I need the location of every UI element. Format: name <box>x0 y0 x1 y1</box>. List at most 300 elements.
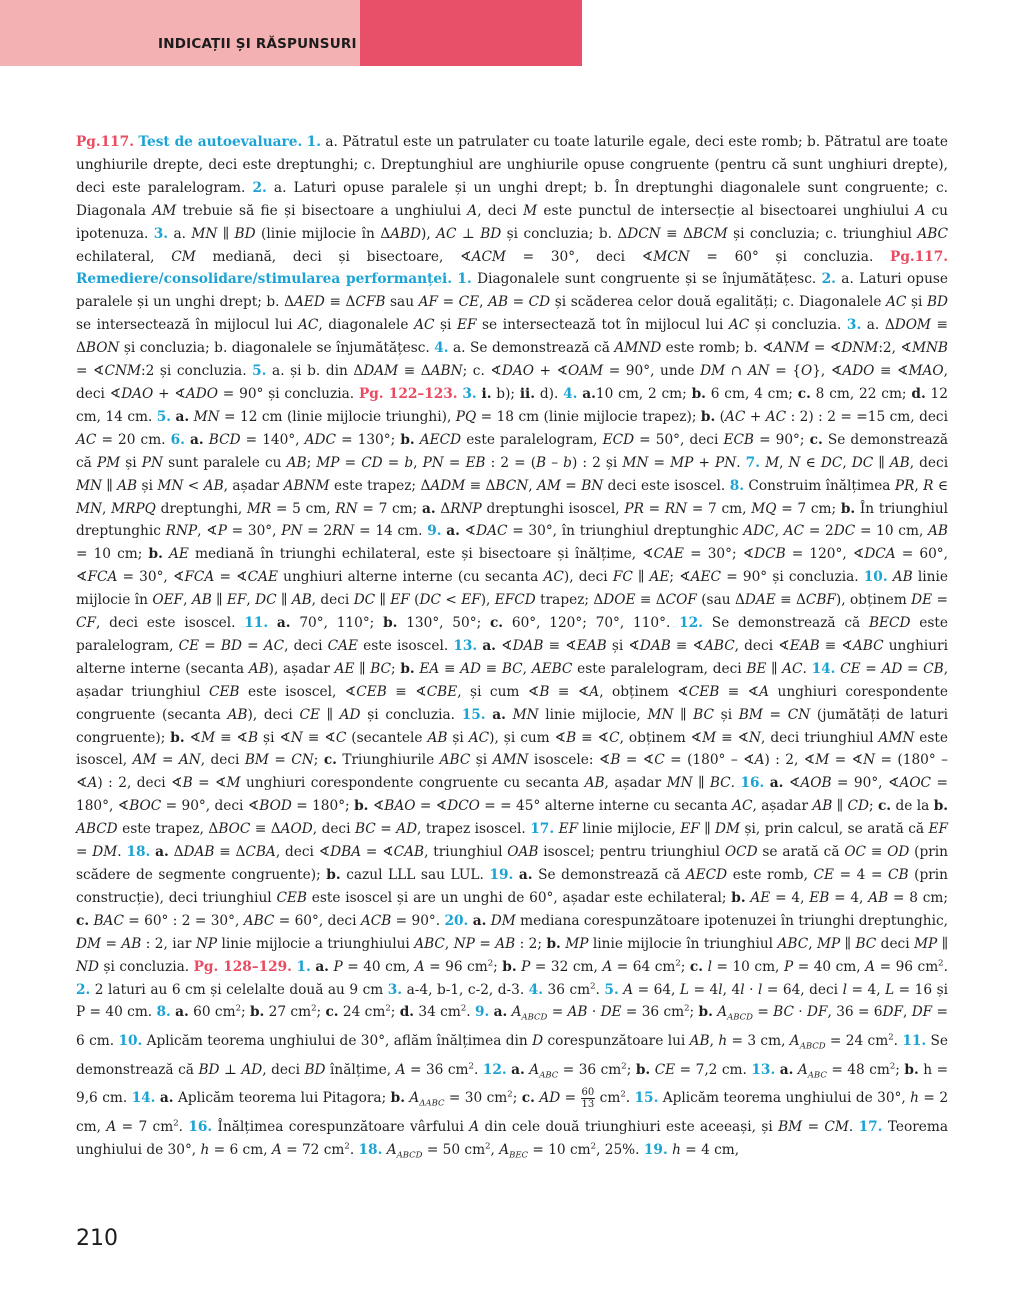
text-run: = <box>268 752 292 769</box>
math-variable: A <box>717 1004 728 1021</box>
text-run: ∥ <box>102 477 118 494</box>
exercise-number: 4. <box>434 340 449 357</box>
math-variable: PN <box>715 454 737 471</box>
math-variable: ABCD <box>76 821 118 838</box>
math-variable: AC <box>76 431 97 448</box>
text-run: Se demonstrează că <box>76 431 949 471</box>
math-variable: EAB <box>576 637 607 654</box>
text-run: = 90°, ∢ <box>831 775 900 792</box>
text-run: ( <box>409 592 420 609</box>
math-variable: OCD <box>724 844 758 861</box>
text-run: corespunzătoare lui <box>543 1033 690 1050</box>
math-variable: M <box>765 454 780 471</box>
text-run: = <box>339 454 362 471</box>
math-variable: MN <box>157 477 184 494</box>
text-run: și concluzia; b. diagonalele se înjumătățesc. <box>119 340 435 357</box>
math-variable: EF <box>558 821 579 838</box>
text-run: = (180° – ∢ <box>76 752 949 792</box>
text-run: ≡ ∢ <box>543 637 577 654</box>
math-variable: AB <box>812 798 833 815</box>
text-run: ∥ <box>375 592 391 609</box>
header-band-left <box>0 0 360 66</box>
exercise-number: 18. <box>126 844 151 861</box>
text-run: linie mijlocie, <box>578 821 681 838</box>
text-run: , deci triunghiul <box>761 729 879 746</box>
text-run: + <box>693 454 716 471</box>
math-variable: AB <box>495 935 516 952</box>
text-run: = 4, <box>770 889 810 906</box>
math-variable: BD <box>304 1061 326 1078</box>
math-variable: DC <box>851 454 874 471</box>
math-variable: AC <box>728 317 750 334</box>
math-variable: CM <box>171 248 196 265</box>
text-run: = <box>560 1090 581 1107</box>
math-variable: M <box>201 729 216 746</box>
math-variable: BCN <box>495 477 529 494</box>
text-run: ≡ ∢ <box>874 363 909 380</box>
text-run: echilateral, <box>76 248 172 265</box>
text-run: :2 și concluzia. <box>141 363 253 380</box>
math-variable: DM <box>715 821 741 838</box>
text-run: = 40 cm, <box>793 958 866 975</box>
text-run: isoscele: ∢ <box>528 752 611 769</box>
math-variable: A <box>511 1004 522 1021</box>
math-variable: CEB <box>276 889 307 906</box>
math-variable: BC <box>370 660 391 677</box>
exercise-number: 3. <box>846 317 862 334</box>
superscript: 2 <box>173 1118 179 1129</box>
math-variable: A <box>467 202 478 219</box>
text-run: Construim înălțimea <box>744 477 895 494</box>
text-run: se arată că <box>757 844 845 861</box>
text-run: ∢ <box>459 523 477 540</box>
exercise-number: 11. <box>902 1033 927 1050</box>
math-variable: AM <box>152 202 177 219</box>
text-run: ≡ ∢ <box>302 729 336 746</box>
text-run: ; <box>689 1004 699 1021</box>
text-run: ≡ ∢ <box>670 637 704 654</box>
text-run: a-4, b-1, c-2, d-3. <box>402 981 529 998</box>
text-run: = 6 cm. <box>76 1004 948 1050</box>
math-variable: FCA <box>184 569 215 586</box>
exercise-number: 11. <box>244 615 269 632</box>
subpoint-label: c. <box>809 431 823 448</box>
exercise-number: 13. <box>751 1061 776 1078</box>
math-variable: CBF <box>805 592 836 609</box>
text-run: . <box>117 844 127 861</box>
exercise-number: 1. <box>457 271 472 288</box>
math-variable: BM <box>244 752 269 769</box>
math-variable: AD <box>881 660 903 677</box>
math-variable: B <box>539 683 550 700</box>
text-run: = 96 cm <box>875 958 939 975</box>
text-run: ≡ ∢ <box>716 729 750 746</box>
text-run: = 32 cm, <box>530 958 603 975</box>
text-run: = 18 cm (linie mijlocie trapez); <box>476 408 701 425</box>
math-variable: h <box>910 1090 919 1107</box>
math-variable: DF <box>807 1004 828 1021</box>
math-variable: NP <box>453 935 475 952</box>
text-run: Se demonstrează că <box>702 615 869 632</box>
exercise-number: 19. <box>643 1141 668 1158</box>
math-variable: DCN <box>627 225 661 242</box>
math-variable: AOD <box>280 821 313 838</box>
text-run: ; <box>512 1090 522 1107</box>
text-run: = 36 cm <box>621 1004 685 1021</box>
text-run: ∥ <box>354 660 371 677</box>
math-variable: DNM <box>841 340 879 357</box>
text-run: , deci este isoscel. <box>95 615 245 632</box>
math-variable: EFCD <box>494 592 536 609</box>
superscript: 2 <box>938 958 944 969</box>
exercise-number: 6. <box>170 431 185 448</box>
math-variable: BD <box>234 225 256 242</box>
text-run: dreptunghi, <box>155 500 247 517</box>
text-run: ≡ ∢ <box>819 637 853 654</box>
text-run: = 36 cm <box>558 1061 622 1078</box>
text-run: unghiuri corespondente congruente cu secanta <box>240 775 585 792</box>
text-run: = 64, deci <box>762 981 843 998</box>
text-run: , deci <box>311 592 354 609</box>
text-run: = 50 cm <box>422 1141 486 1158</box>
text-run: . <box>466 1004 475 1021</box>
math-variable: AD <box>241 1061 263 1078</box>
math-variable: ND <box>76 958 99 975</box>
text-run: 60 cm <box>188 1004 236 1021</box>
text-run: = <box>156 752 179 769</box>
math-variable: DAE <box>744 592 776 609</box>
math-variable: CD <box>361 454 383 471</box>
exercise-number: 10. <box>863 569 888 586</box>
subpoint-label: c. <box>689 958 704 975</box>
text-run: ( <box>715 408 726 425</box>
text-run: . <box>349 1141 359 1158</box>
math-variable: A <box>529 1061 540 1078</box>
text-run: ), <box>421 225 437 242</box>
text-run: = 90°, unde <box>603 363 701 380</box>
math-variable: BM <box>738 706 763 723</box>
math-variable: ABD <box>390 225 422 242</box>
math-variable: b <box>404 454 414 471</box>
subpoint-label: b. <box>840 500 856 517</box>
subpoint-label: c. <box>797 385 811 402</box>
superscript: 2 <box>487 958 494 969</box>
text-run: ∩ <box>725 363 748 380</box>
text-run: = 120°, ∢ <box>785 546 865 563</box>
text-run: }, ∢ <box>812 363 843 380</box>
math-variable: A <box>395 1061 406 1078</box>
superscript: 2 <box>621 1061 627 1072</box>
math-variable: BOD <box>259 798 292 815</box>
text-run: = 60° și concluzia. <box>689 248 891 265</box>
subpoint-label: a. <box>315 958 329 975</box>
text-run: ∥ <box>699 821 716 838</box>
math-variable: BOC <box>218 821 251 838</box>
math-variable: CE <box>458 294 480 311</box>
math-variable: AE <box>649 569 670 586</box>
text-run: = 12 cm (linie mijlocie triunghi), <box>219 408 456 425</box>
text-run: 36 cm <box>543 981 591 998</box>
math-variable: AD <box>460 660 481 677</box>
text-run: = <box>547 1004 568 1021</box>
text-run: ; <box>680 958 690 975</box>
exercise-number: 19. <box>489 867 514 883</box>
math-variable: AE <box>750 889 771 906</box>
text-run: ∥ <box>319 706 340 723</box>
fraction: $\frac{60}{13}$ <box>581 1087 595 1111</box>
text-run: Se demonstrează că <box>76 1033 949 1078</box>
text-run: ; <box>240 1004 250 1021</box>
math-variable: RNP <box>450 500 482 517</box>
math-variable: DC <box>820 454 843 471</box>
subpoint-label: b. <box>170 729 185 746</box>
text-run: și <box>906 294 927 311</box>
text-run: ≡ ∢ <box>549 683 590 700</box>
text-run: . <box>893 1033 903 1050</box>
text-run: = <box>560 477 582 494</box>
text-run: . <box>595 981 605 998</box>
math-variable: CM <box>824 1119 849 1135</box>
subpoint-label: a. <box>175 1004 189 1021</box>
text-run: și concluzia; b. Δ <box>501 225 628 242</box>
math-variable: CAB <box>393 844 425 861</box>
superscript: 2 <box>888 1032 894 1043</box>
superscript: 2 <box>235 1003 241 1014</box>
text-run: 70°, 110°; <box>290 615 384 632</box>
text-run: = = 45° alterne interne cu secanta <box>479 798 733 815</box>
text-run: < <box>183 477 204 494</box>
text-run: cm <box>595 1090 621 1107</box>
text-run: . <box>943 958 948 975</box>
text-run: < <box>440 592 462 609</box>
text-run: ∢ <box>783 775 801 792</box>
math-variable: AOC <box>899 775 932 792</box>
text-run: mediană în triunghi echilateral, este și bisectoare și înălțime, ∢ <box>188 546 654 563</box>
text-run: 24 cm <box>338 1004 386 1021</box>
subpoint-label: b. <box>700 408 716 425</box>
exercise-number: 2. <box>252 179 267 196</box>
subpoint-label: b. <box>635 1061 651 1078</box>
math-variable: ABC <box>917 225 948 242</box>
math-variable: AED <box>294 294 325 311</box>
text-run: și <box>470 752 493 769</box>
math-variable: AD <box>339 706 361 723</box>
math-variable: AMN <box>492 752 529 769</box>
subscript: ΔABC <box>419 1099 445 1110</box>
text-run: = 30°, ∢ <box>117 569 185 586</box>
text-run: a. și b. din Δ <box>266 363 364 380</box>
text-run: ; <box>316 1004 326 1021</box>
math-variable: A <box>499 1141 510 1158</box>
text-run: și concluzia. <box>98 958 194 975</box>
math-variable: AB <box>488 294 509 311</box>
text-run: · <box>744 981 758 998</box>
text-run: 8 cm, 22 cm; <box>810 385 912 402</box>
exercise-number: 2. <box>76 981 91 998</box>
text-run: . <box>473 1061 483 1078</box>
math-variable: BAC <box>93 912 124 929</box>
text-run: = 7 cm, <box>687 500 752 517</box>
exercise-number: 9. <box>474 1004 490 1021</box>
math-variable: A <box>865 958 876 975</box>
math-variable: l <box>707 958 712 975</box>
text-run: , deci <box>200 752 245 769</box>
math-variable: A <box>602 958 613 975</box>
text-run: = <box>438 294 459 311</box>
text-run: = 30°, deci ∢ <box>505 248 654 265</box>
math-variable: AC <box>543 569 564 586</box>
text-run: ∢ <box>495 637 513 654</box>
text-run: , <box>902 1004 912 1021</box>
subpoint-label: b. <box>148 546 163 563</box>
text-run: = 30°, în triunghiul dreptunghic <box>507 523 744 540</box>
math-variable: OAM <box>568 363 604 380</box>
math-variable: A <box>469 1119 480 1135</box>
text-run: ; c. ∢ <box>462 363 502 380</box>
text-run: (prin scădere de segmente congruente); <box>76 844 948 883</box>
superscript: 2 <box>460 1003 467 1014</box>
text-run: ) : 2 și <box>571 454 623 471</box>
text-run: = <box>860 660 882 677</box>
math-variable: AB <box>191 592 212 609</box>
text-run: = 64 cm <box>612 958 676 975</box>
subscript: ABCD <box>799 1041 826 1052</box>
text-run: · <box>793 1004 808 1021</box>
superscript: 2 <box>507 1089 513 1100</box>
subpoint-label: b. <box>698 1004 713 1021</box>
text-run: . <box>736 454 746 471</box>
text-run: = 10 cm; <box>76 546 149 563</box>
subpoint-label: a. <box>175 408 190 425</box>
subpoint-label: a. <box>159 1090 174 1107</box>
text-run: , 25%. <box>596 1141 644 1158</box>
text-run: și ∢ <box>258 729 291 746</box>
subpoint-label: a. <box>446 523 460 540</box>
math-variable: CBE <box>426 683 458 700</box>
text-run: . <box>625 1090 635 1107</box>
superscript: 2 <box>620 1089 626 1100</box>
math-variable: BD <box>480 225 502 242</box>
math-variable: ANM <box>773 340 810 357</box>
text-run: ≡ Δ <box>250 821 281 838</box>
text-run: 2 laturi au 6 cm și celelalte două au 9 cm <box>90 981 388 998</box>
section-title: Remediere/consolidare/stimularea performanței. <box>76 271 453 288</box>
math-variable: BM <box>778 1119 803 1135</box>
math-variable: M <box>226 775 241 792</box>
math-variable: C <box>654 752 665 769</box>
text-run: . <box>802 660 812 677</box>
math-variable: BCD <box>208 431 241 448</box>
text-run: ∈ <box>800 454 821 471</box>
text-run: = <box>648 454 671 471</box>
subscript: ABC <box>807 1070 827 1081</box>
math-variable: AD <box>396 821 418 838</box>
text-run: (sau Δ <box>696 592 745 609</box>
exercise-number: 3. <box>462 385 477 402</box>
text-run: cu ipotenuza. <box>76 202 948 242</box>
text-run: + ∢ <box>533 363 569 380</box>
text-run <box>268 615 277 631</box>
text-run: , <box>522 660 532 677</box>
exercise-number: 17. <box>530 821 555 838</box>
superscript: 2 <box>684 1003 690 1014</box>
math-variable: MN <box>647 706 674 723</box>
math-variable: DAO <box>121 385 154 402</box>
superscript: 2 <box>344 1141 350 1152</box>
subpoint-label: b. <box>546 935 561 952</box>
exercise-number: 5. <box>252 363 267 380</box>
math-variable: ADO <box>185 385 218 402</box>
text-run: ≡ ∢ <box>576 729 610 746</box>
text-run: ≡ <box>866 844 888 861</box>
exercise-number: 2. <box>821 271 836 288</box>
text-run: = ∢ <box>809 340 842 357</box>
text-run: , <box>413 454 423 471</box>
text-run: = 50°, deci <box>634 431 724 448</box>
text-run: : 2, iar <box>141 935 196 952</box>
math-variable: B <box>610 752 621 769</box>
math-variable: P <box>217 523 227 540</box>
math-variable: CBA <box>245 844 276 861</box>
subpoint-label: b. <box>383 615 398 632</box>
math-variable: CE <box>813 867 834 883</box>
text-run: înălțime, <box>325 1061 396 1078</box>
subpoint-label: b. <box>354 798 369 815</box>
math-variable: h <box>718 1033 728 1050</box>
text-run: , deci ∢ <box>76 363 949 402</box>
text-run: = 7 cm <box>116 1119 174 1135</box>
text-run: și concluzia. <box>360 706 462 723</box>
math-variable: DAO <box>501 363 534 380</box>
subpoint-label: d. <box>399 1004 415 1021</box>
math-variable: ACB <box>360 912 392 929</box>
math-variable: AE <box>334 660 355 677</box>
text-run: și, prin calcul, se arată că <box>740 821 929 838</box>
text-run: ) : 2, deci ∢ <box>97 775 183 792</box>
text-run: (secantele <box>346 729 428 746</box>
subscript: ABCD <box>396 1150 423 1161</box>
exercise-number: 16. <box>188 1119 213 1135</box>
math-variable: BCM <box>692 225 728 242</box>
text-run: = <box>382 454 405 471</box>
subpoint-label: b. <box>390 1090 405 1107</box>
text-run: , deci ∢ <box>734 637 790 654</box>
text-run: În triunghiul dreptunghic <box>76 500 949 540</box>
math-variable: C <box>609 729 620 746</box>
exercise-number: 14. <box>811 660 836 677</box>
text-run: = 90°. <box>391 912 445 929</box>
math-variable: RN <box>335 500 358 517</box>
math-variable: AN <box>178 752 201 769</box>
math-variable: BC <box>709 775 731 792</box>
math-variable: BD <box>220 637 242 654</box>
math-variable: PN <box>281 523 303 540</box>
math-variable: l <box>842 981 847 998</box>
header-band <box>0 0 582 66</box>
text-run: , <box>246 592 256 609</box>
text-run: ), așadar <box>268 660 335 677</box>
text-run: : 2) : 2 = =15 cm, deci <box>786 408 948 425</box>
math-variable: DBA <box>330 844 362 861</box>
subpoint-label: c. <box>323 752 337 769</box>
text-run: , și cum ∢ <box>457 683 540 700</box>
text-run: sau <box>385 294 419 311</box>
text-run: ), și cum ∢ <box>489 729 567 746</box>
text-run: 12 cm, 14 cm. <box>76 385 948 425</box>
text-run: este isoscel și are un unghi de 60°, așadar este echilateral; <box>306 889 732 906</box>
math-variable: ABC <box>243 912 275 929</box>
math-variable: MN <box>191 225 218 242</box>
